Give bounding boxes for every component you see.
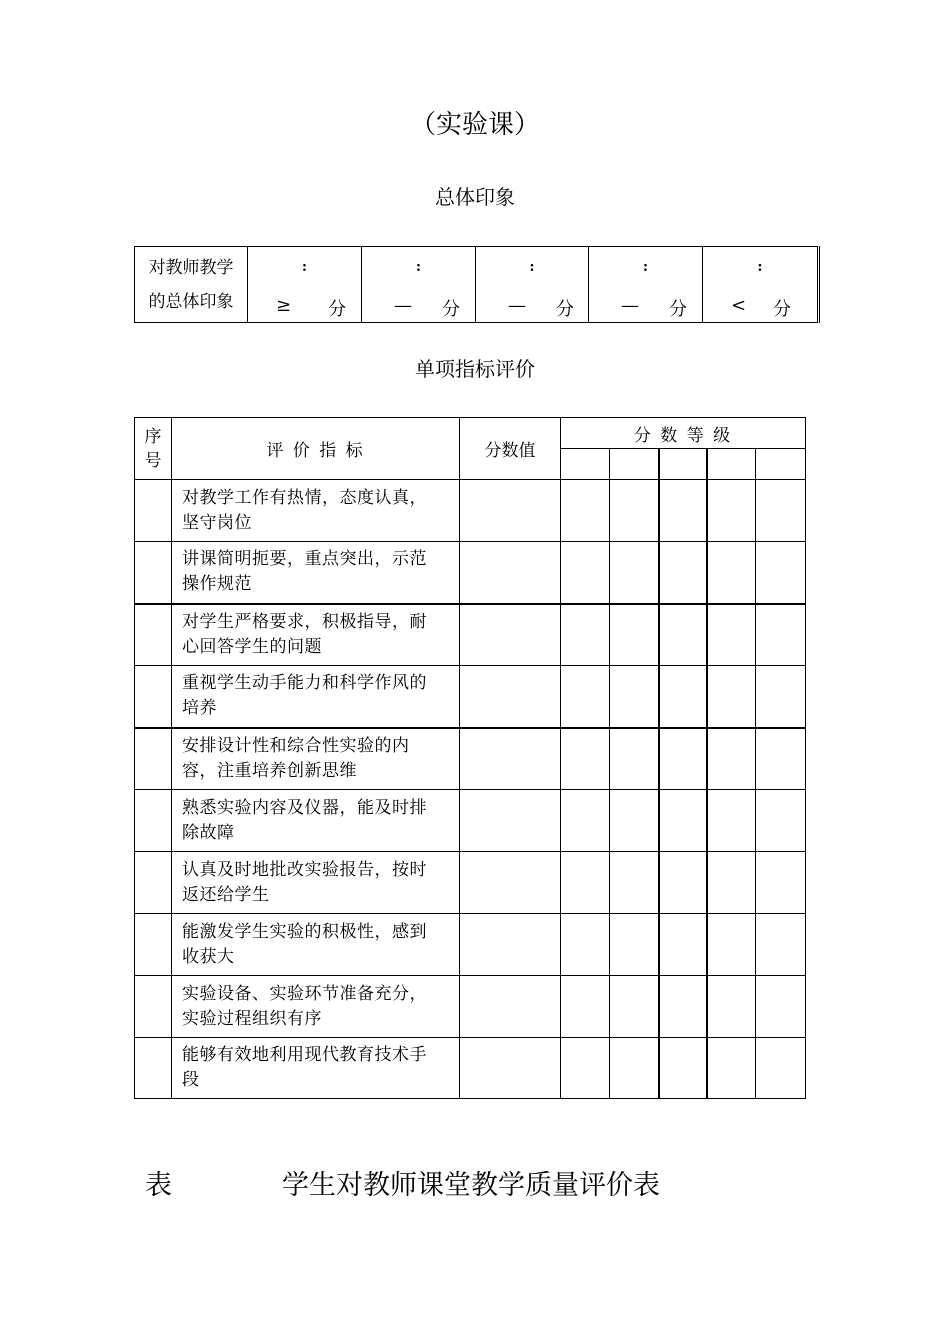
- grade-cell[interactable]: [561, 480, 610, 542]
- grade-cell[interactable]: [756, 1038, 806, 1099]
- bottom-form-title: 学生对教师课堂教学质量评价表: [282, 1170, 660, 1201]
- indicator-line2: 除故障: [182, 822, 235, 843]
- indicator-line2: 收获大: [182, 946, 235, 967]
- grade-unit: 分: [442, 299, 460, 320]
- overall-row-label: [135, 247, 248, 323]
- grade-cell-4[interactable]: [589, 247, 703, 323]
- overall-label-line2: 的总体印象: [148, 291, 234, 312]
- grade-cell[interactable]: [610, 480, 659, 542]
- indicator-cell: [172, 1038, 460, 1099]
- header-indicator: 评 价 指 标: [172, 418, 460, 480]
- grade-unit: 分: [669, 299, 687, 320]
- grade-cell[interactable]: [707, 852, 756, 914]
- grade-cell[interactable]: [707, 480, 756, 542]
- table-row: [135, 976, 806, 1038]
- indicator-line1: 能够有效地利用现代教育技术手: [182, 1045, 427, 1065]
- table-row: [135, 604, 806, 666]
- grade-unit: 分: [556, 299, 574, 320]
- indicator-cell: [172, 790, 460, 852]
- grade-cell-2[interactable]: [362, 247, 476, 323]
- grade-cell[interactable]: [659, 480, 707, 542]
- index-cell: [135, 604, 172, 666]
- grade-subheader-cell: [659, 449, 707, 480]
- grade-cell[interactable]: [659, 542, 707, 604]
- grade-colon: :: [529, 259, 535, 275]
- grade-cell[interactable]: [561, 1038, 610, 1099]
- index-cell: [135, 914, 172, 976]
- table-row: [135, 480, 806, 542]
- grade-cell-3[interactable]: [476, 247, 589, 323]
- score-cell[interactable]: [460, 976, 561, 1038]
- index-cell: [135, 790, 172, 852]
- grade-cell[interactable]: [610, 790, 659, 852]
- indicator-line2: 操作规范: [182, 574, 252, 595]
- indicator-line1: 认真及时地批改实验报告，按时: [182, 859, 427, 880]
- indicator-line2: 段: [182, 1070, 200, 1090]
- score-cell[interactable]: [460, 728, 561, 790]
- indicator-line1: 重视学生动手能力和科学作风的: [182, 673, 427, 694]
- index-cell: [135, 852, 172, 914]
- grade-cell[interactable]: [659, 852, 707, 914]
- grade-cell-1[interactable]: [248, 247, 362, 323]
- grade-cell[interactable]: [610, 604, 659, 666]
- indicator-cell: [172, 728, 460, 790]
- grade-cell[interactable]: [610, 542, 659, 604]
- indicator-line2: 心回答学生的问题: [182, 636, 322, 657]
- grade-symbol: —: [621, 295, 639, 316]
- indicator-line2: 容，注重培养创新思维: [182, 760, 357, 781]
- indicator-cell: [172, 666, 460, 728]
- grade-cell[interactable]: [561, 728, 610, 790]
- grade-cell[interactable]: [756, 790, 806, 852]
- table-row: [135, 728, 806, 790]
- grade-unit: 分: [328, 299, 346, 320]
- indicator-line2: 坚守岗位: [182, 512, 252, 533]
- grade-cell[interactable]: [756, 914, 806, 976]
- grade-cell[interactable]: [707, 1038, 756, 1099]
- header-grade: 分 数 等 级: [561, 418, 806, 449]
- grade-cell[interactable]: [561, 604, 610, 666]
- indicator-line1: 熟悉实验内容及仪器，能及时排: [182, 797, 427, 818]
- grade-subheader-cell: [561, 449, 610, 480]
- grade-cell[interactable]: [707, 542, 756, 604]
- indicator-line1: 对学生严格要求，积极指导，耐: [182, 611, 427, 632]
- grade-cell[interactable]: [610, 976, 659, 1038]
- indicator-cell: [172, 914, 460, 976]
- grade-cell[interactable]: [561, 852, 610, 914]
- grade-cell[interactable]: [561, 790, 610, 852]
- index-cell: [135, 480, 172, 542]
- indicator-line1: 实验设备、实验环节准备充分，: [182, 983, 427, 1004]
- grade-cell[interactable]: [707, 914, 756, 976]
- grade-cell[interactable]: [756, 604, 806, 666]
- bottom-table-label: 表: [145, 1170, 172, 1201]
- grade-cell[interactable]: [707, 976, 756, 1038]
- score-cell[interactable]: [460, 542, 561, 604]
- grade-symbol: ≥: [276, 295, 292, 316]
- grade-symbol: <: [731, 295, 747, 316]
- score-cell[interactable]: [460, 1038, 561, 1099]
- grade-cell-5[interactable]: [703, 247, 819, 323]
- grade-symbol: —: [508, 295, 526, 316]
- grade-unit: 分: [773, 299, 791, 320]
- table-row: [135, 1038, 806, 1099]
- grade-cell[interactable]: [756, 852, 806, 914]
- grade-subheader-cell: [610, 449, 659, 480]
- item-evaluation-table: [134, 417, 806, 1099]
- indicator-line2: 返还给学生: [182, 884, 270, 905]
- grade-cell[interactable]: [707, 790, 756, 852]
- indicator-cell: [172, 604, 460, 666]
- grade-cell[interactable]: [659, 790, 707, 852]
- indicator-line2: 培养: [182, 698, 217, 719]
- grade-cell[interactable]: [610, 666, 659, 728]
- grade-colon: :: [642, 259, 649, 275]
- grade-cell[interactable]: [659, 914, 707, 976]
- table-row: [135, 666, 806, 728]
- grade-cell[interactable]: [561, 914, 610, 976]
- index-cell: [135, 976, 172, 1038]
- grade-colon: :: [301, 259, 308, 275]
- score-cell[interactable]: [460, 480, 561, 542]
- grade-cell[interactable]: [659, 604, 707, 666]
- grade-cell[interactable]: [707, 604, 756, 666]
- grade-cell[interactable]: [659, 728, 707, 790]
- item-section-title: 单项指标评价: [415, 357, 535, 381]
- indicator-cell: [172, 542, 460, 604]
- score-cell[interactable]: [460, 666, 561, 728]
- grade-cell[interactable]: [756, 728, 806, 790]
- grade-cell[interactable]: [756, 480, 806, 542]
- grade-cell[interactable]: [561, 542, 610, 604]
- indicator-cell: [172, 480, 460, 542]
- indicator-line1: 能激发学生实验的积极性，感到: [182, 921, 427, 942]
- index-cell: [135, 542, 172, 604]
- header-score: 分数值: [460, 418, 561, 480]
- index-cell: [135, 1038, 172, 1099]
- table-row: [135, 790, 806, 852]
- grade-cell[interactable]: [659, 1038, 707, 1099]
- grade-cell[interactable]: [610, 1038, 659, 1099]
- grade-cell[interactable]: [561, 976, 610, 1038]
- grade-cell[interactable]: [610, 852, 659, 914]
- grade-colon: :: [757, 259, 763, 275]
- score-cell[interactable]: [460, 790, 561, 852]
- indicator-line1: 安排设计性和综合性实验的内: [182, 735, 410, 756]
- index-cell: [135, 728, 172, 790]
- table-row: [135, 852, 806, 914]
- grade-cell[interactable]: [707, 728, 756, 790]
- overall-section-title: 总体印象: [435, 185, 515, 209]
- grade-cell[interactable]: [756, 666, 806, 728]
- grade-cell[interactable]: [610, 914, 659, 976]
- grade-cell[interactable]: [659, 976, 707, 1038]
- overall-impression-table: [134, 246, 820, 323]
- grade-cell[interactable]: [756, 542, 806, 604]
- indicator-line1: 讲课简明扼要，重点突出，示范: [182, 549, 427, 570]
- grade-cell[interactable]: [756, 976, 806, 1038]
- indicator-cell: [172, 852, 460, 914]
- table-row: [135, 542, 806, 604]
- header-index-text: 序号: [144, 426, 162, 471]
- grade-symbol: —: [394, 295, 412, 316]
- overall-label-line1: 对教师教学: [148, 257, 234, 278]
- indicator-line2: 实验过程组织有序: [182, 1008, 322, 1029]
- grade-cell[interactable]: [561, 666, 610, 728]
- indicator-line1: 对教学工作有热情，态度认真，: [182, 487, 427, 508]
- index-cell: [135, 666, 172, 728]
- table-row: [135, 914, 806, 976]
- grade-cell[interactable]: [610, 728, 659, 790]
- grade-subheader-cell: [707, 449, 756, 480]
- score-cell[interactable]: [460, 852, 561, 914]
- grade-colon: :: [415, 259, 422, 275]
- page-subtitle: （实验课）: [409, 110, 540, 140]
- grade-cell[interactable]: [659, 666, 707, 728]
- score-cell[interactable]: [460, 914, 561, 976]
- score-cell[interactable]: [460, 604, 561, 666]
- header-index: [135, 418, 172, 480]
- indicator-cell: [172, 976, 460, 1038]
- grade-subheader-cell: [756, 449, 806, 480]
- grade-cell[interactable]: [707, 666, 756, 728]
